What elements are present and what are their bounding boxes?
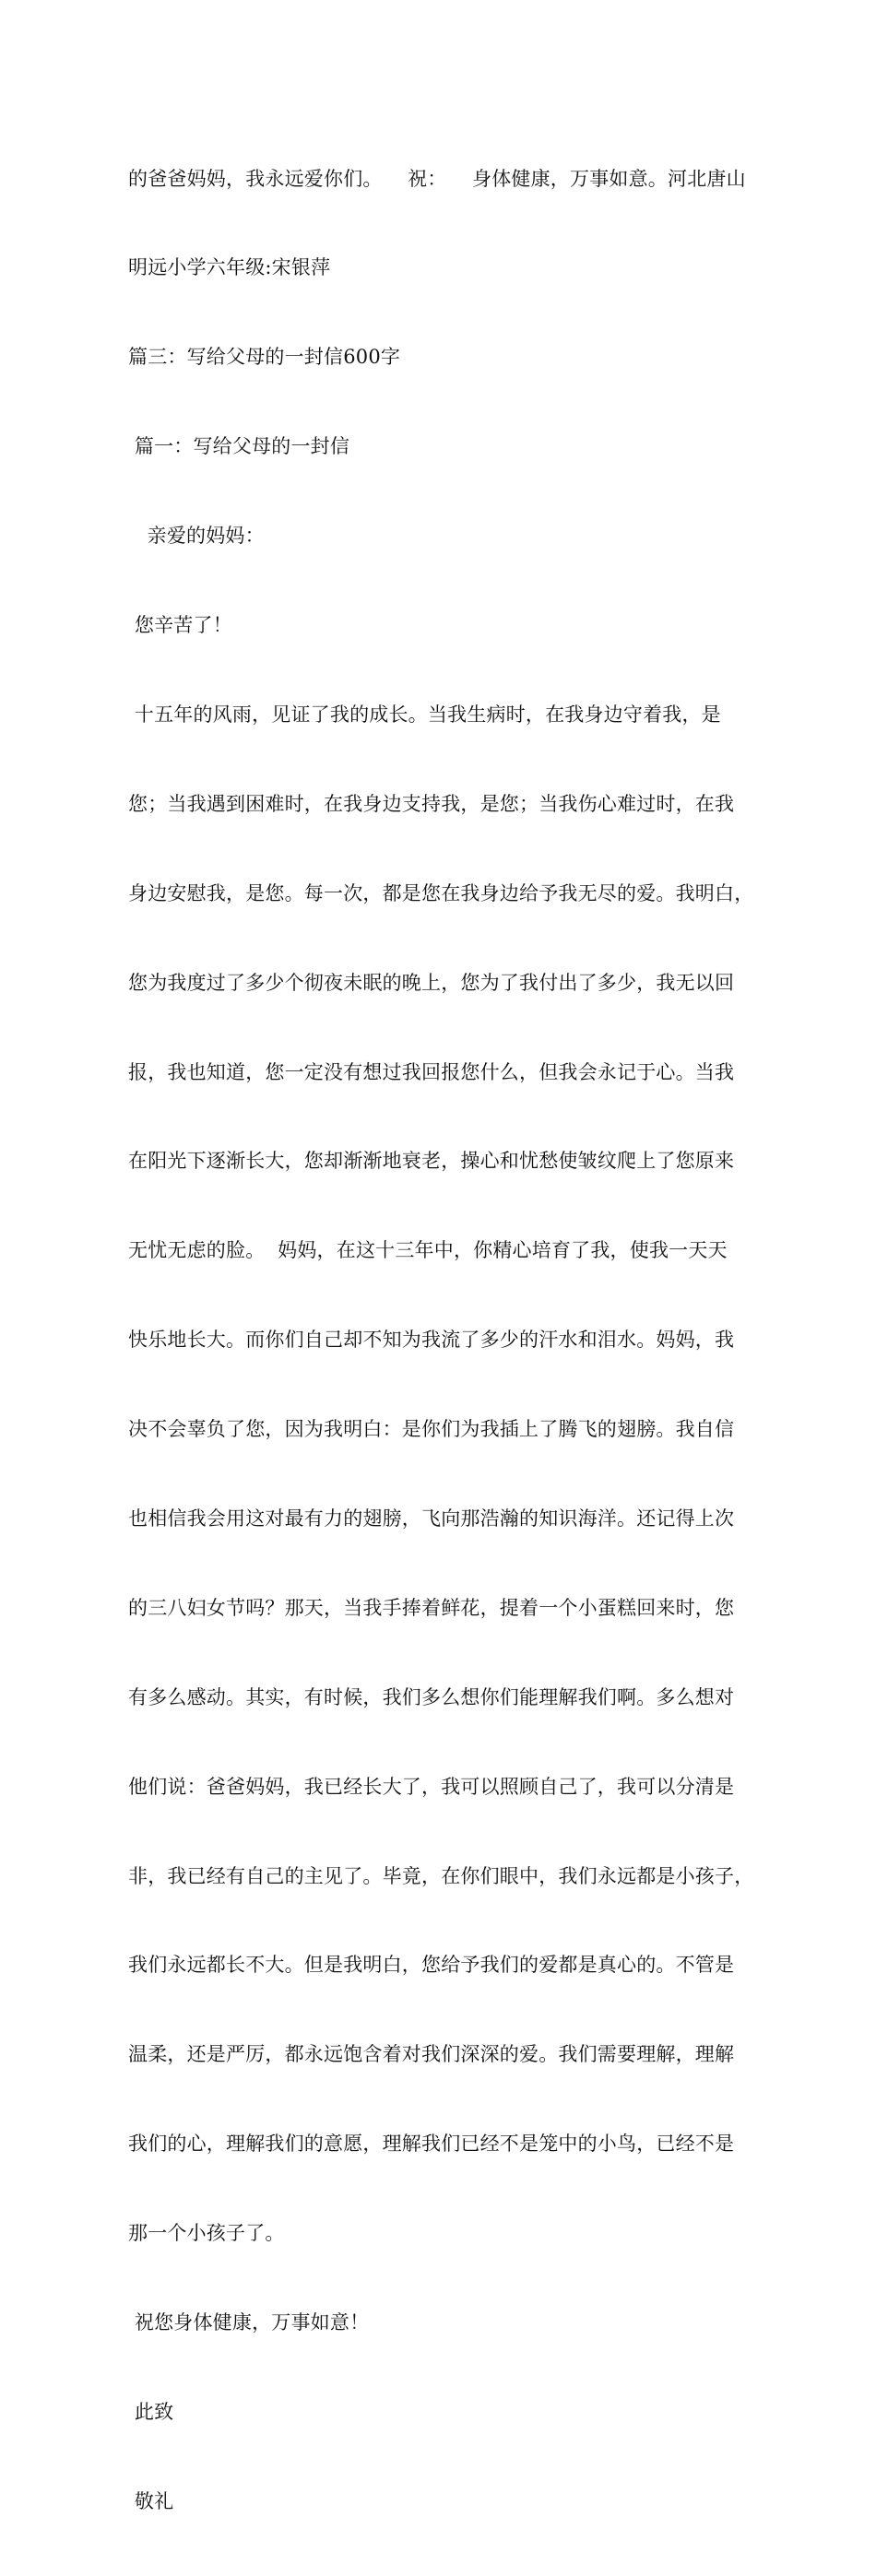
text-line: 在阳光下逐渐长大，您却渐渐地衰老，操心和忧愁使皱纹爬上了您原来 bbox=[128, 1150, 735, 1173]
text-line: 身边安慰我，是您。每一次，都是您在我身边给予我无尽的爱。我明白， bbox=[128, 881, 754, 904]
text-line: 非，我已经有自己的主见了。毕竟，在你们眼中，我们永远都是小孩子， bbox=[128, 1864, 754, 1887]
text-line: 他们说：爸爸妈妈，我已经长大了，我可以照顾自己了，我可以分清是 bbox=[128, 1775, 735, 1798]
letter-text bbox=[128, 104, 764, 2576]
closing-line: 此致 bbox=[128, 2400, 174, 2423]
text-line: 决不会辜负了您，因为我明白：是你们为我插上了腾飞的翅膀。我自信 bbox=[128, 1418, 735, 1441]
section-heading: 篇一：写给父母的一封信 bbox=[128, 435, 350, 458]
text-line: 您为我度过了多少个彻夜未眠的晚上，您为了我付出了多少，我无以回 bbox=[128, 971, 735, 994]
text-line: 的爸爸妈妈，我永远爱你们。 祝： 身体健康，万事如意。河北唐山 bbox=[128, 167, 746, 190]
text-line: 快乐地长大。而你们自己却不知为我流了多少的汗水和泪水。妈妈，我 bbox=[128, 1329, 735, 1352]
closing-line: 敬礼 bbox=[128, 2489, 174, 2512]
text-line: 我们的心，理解我们的意愿，理解我们已经不是笼中的小鸟，已经不是 bbox=[128, 2133, 735, 2156]
section-heading: 篇三：写给父母的一封信600字 bbox=[128, 346, 401, 369]
text-line: 您辛苦了！ bbox=[128, 614, 232, 637]
text-line: 我们永远都长不大。但是我明白，您给予我们的爱都是真心的。不管是 bbox=[128, 1954, 735, 1977]
closing-wish: 祝您身体健康，万事如意！ bbox=[128, 2310, 370, 2334]
text-line: 的三八妇女节吗？那天，当我手捧着鲜花，提着一个小蛋糕回来时，您 bbox=[128, 1596, 735, 1619]
text-line: 报，我也知道，您一定没有想过我回报您什么，但我会永记于心。当我 bbox=[128, 1060, 735, 1083]
text-line: 也相信我会用这对最有力的翅膀，飞向那浩瀚的知识海洋。还记得上次 bbox=[128, 1507, 735, 1530]
text-line: 明远小学六年级:宋银萍 bbox=[128, 256, 331, 279]
text-line: 十五年的风雨，见证了我的成长。当我生病时，在我身边守着我，是 bbox=[128, 703, 721, 726]
text-line: 无忧无虑的脸。 妈妈，在这十三年中，你精心培育了我，使我一天天 bbox=[128, 1239, 728, 1262]
text-line: 您；当我遇到困难时，在我身边支持我，是您；当我伤心难过时，在我 bbox=[128, 792, 735, 815]
text-line: 有多么感动。其实，有时候，我们多么想你们能理解我们啊。多么想对 bbox=[128, 1685, 735, 1708]
text-line: 温柔，还是严厉，都永远饱含着对我们深深的爱。我们需要理解，理解 bbox=[128, 2043, 735, 2066]
text-line: 那一个小孩子了。 bbox=[128, 2222, 285, 2245]
salutation: 亲爱的妈妈： bbox=[128, 525, 265, 548]
